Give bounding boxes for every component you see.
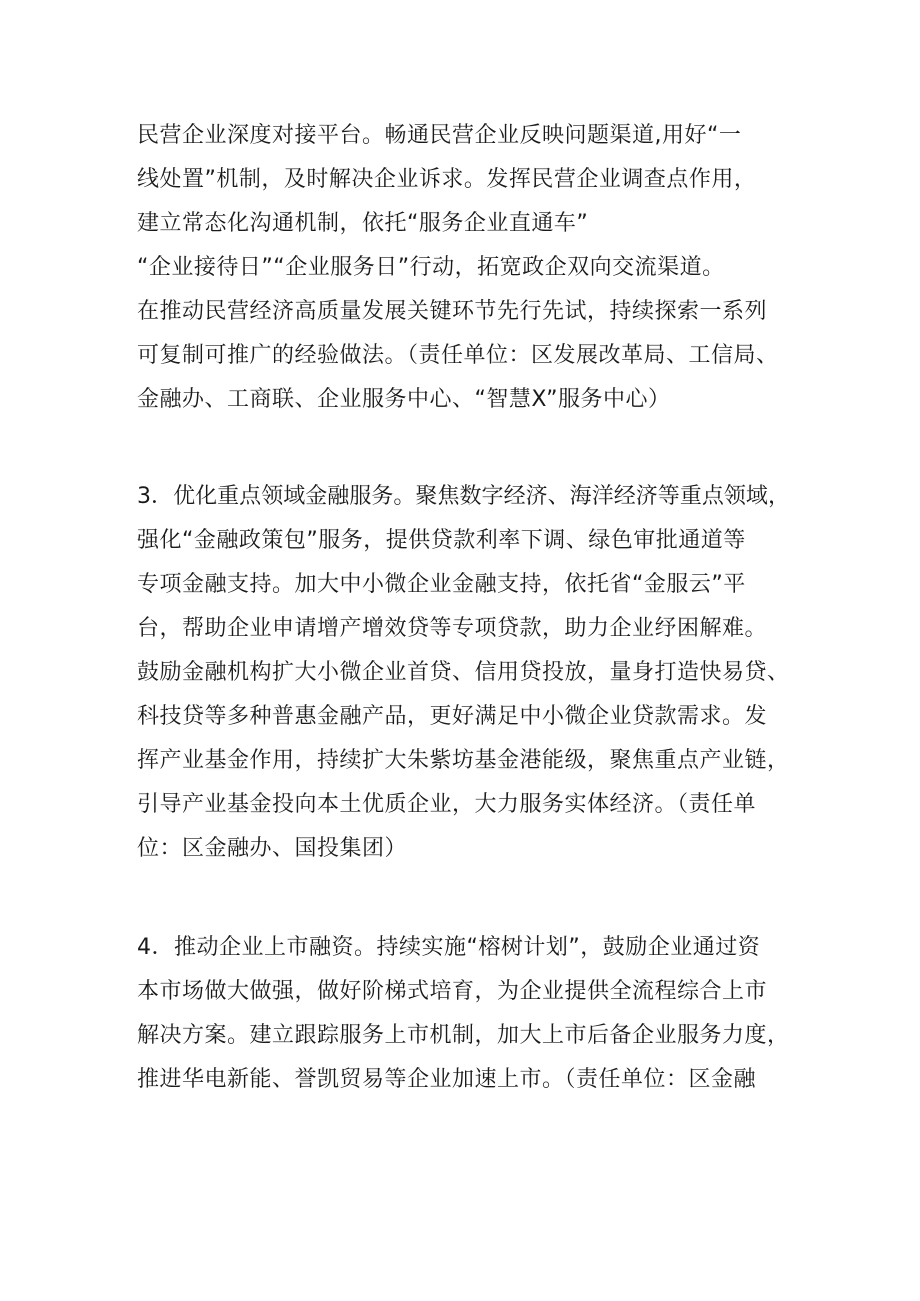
paragraph-1-line-3: 建立常态化沟通机制，依托“服务企业直通车” — [137, 211, 589, 236]
paragraph-3-line-1: 4．推动企业上市融资。持续实施“榕树计划”，鼓励企业通过资 — [137, 935, 761, 960]
paragraph-2-line-6: 科技贷等多种普惠金融产品，更好满足中小微企业贷款需求。发 — [137, 704, 768, 729]
paragraph-1-line-2: 线处置”机制，及时解决企业诉求。发挥民营企业调查点作用， — [137, 167, 757, 192]
paragraph-1-line-7: 金融办、工商联、企业服务中心、“智慧X”服务中心） — [137, 387, 671, 412]
paragraph-3-line-2: 本市场做大做强，做好阶梯式培育，为企业提供全流程综合上市 — [137, 979, 768, 1004]
paragraph-2-line-3: 专项金融支持。加大中小微企业金融支持，依托省“金服云”平 — [137, 572, 746, 597]
paragraph-2-line-4: 台，帮助企业申请增产增效贷等专项贷款，助力企业纾困解难。 — [137, 616, 768, 641]
paragraph-1-line-4: “企业接待日”“企业服务日”行动，拓宽政企双向交流渠道。 — [137, 255, 725, 280]
paragraph-2-line-8: 引导产业基金投向本土优质企业，大力服务实体经济。（责任单 — [137, 792, 757, 817]
paragraph-1-line-1: 民营企业深度对接平台。畅通民营企业反映问题渠道,用好“一 — [137, 123, 742, 148]
paragraph-3-line-3: 解决方案。建立跟踪服务上市机制，加大上市后备企业服务力度， — [137, 1023, 790, 1048]
paragraph-2-line-2: 强化“金融政策包”服务，提供贷款利率下调、绿色审批通道等 — [137, 528, 746, 553]
paragraph-2-line-5: 鼓励金融机构扩大小微企业首贷、信用贷投放，量身打造快易贷、 — [137, 660, 790, 685]
paragraph-2-line-1: 3．优化重点领域金融服务。聚焦数字经济、海洋经济等重点领域， — [137, 484, 790, 509]
paragraph-1-line-6: 可复制可推广的经验做法。（责任单位：区发展改革局、工信局、 — [137, 343, 779, 368]
paragraph-2-line-7: 挥产业基金作用，持续扩大朱紫坊基金港能级，聚焦重点产业链， — [137, 748, 790, 773]
paragraph-2-line-9: 位：区金融办、国投集团） — [137, 836, 408, 861]
paragraph-1-line-5: 在推动民营经济高质量发展关键环节先行先试，持续探索一系列 — [137, 299, 768, 324]
paragraph-3-line-4: 推进华电新能、誉凯贸易等企业加速上市。（责任单位：区金融 — [137, 1067, 757, 1092]
